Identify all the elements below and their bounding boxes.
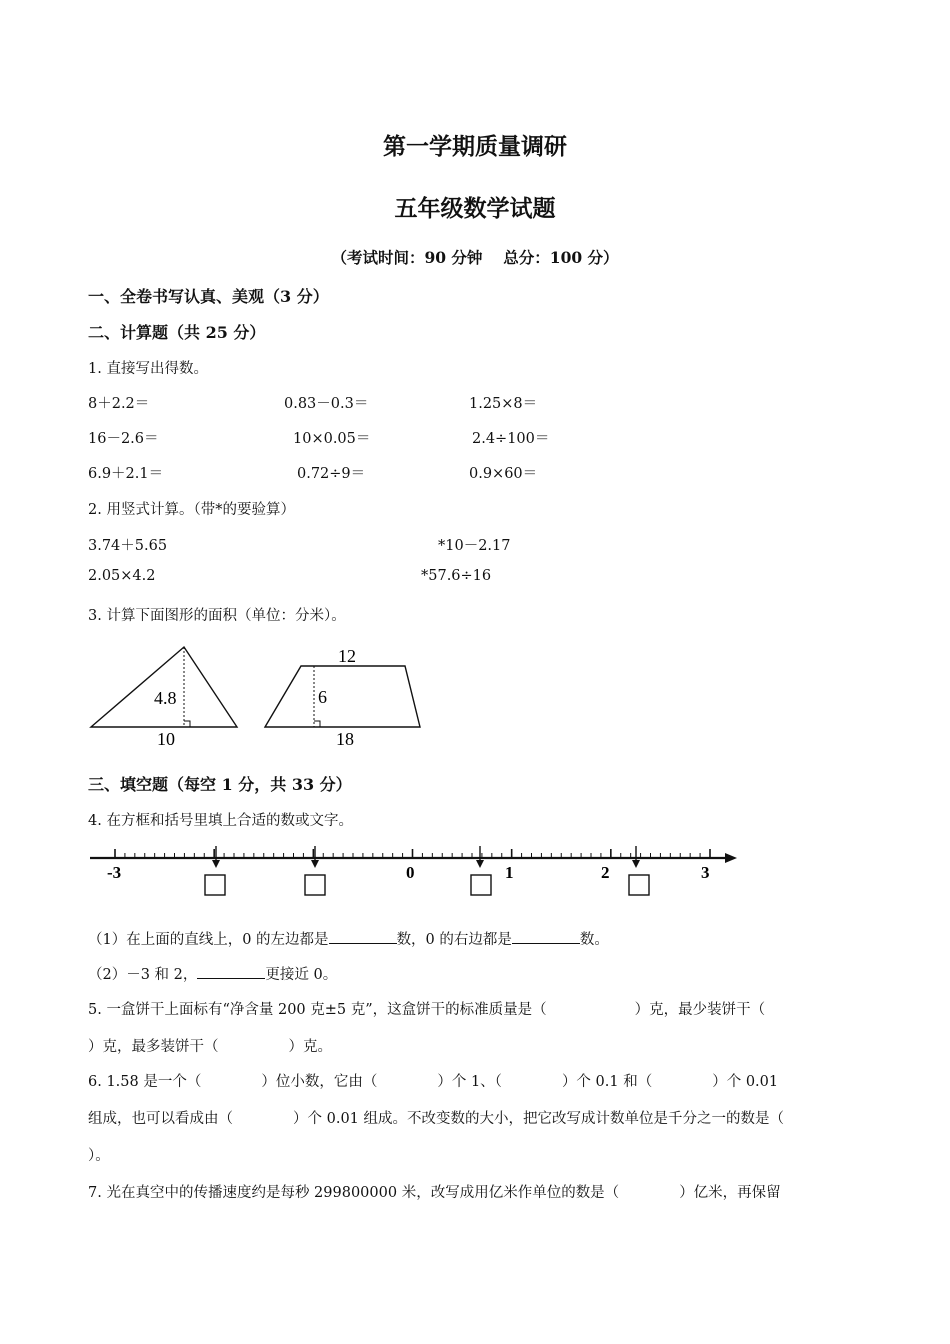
q4-sub1: （1）在上面的直线上，0 的左边都是 数，0 的右边都是 数。 xyxy=(88,928,609,949)
q3-prompt: 3. 计算下面图形的面积（单位：分米）。 xyxy=(88,608,346,624)
page-subtitle: 五年级数学试题 xyxy=(394,195,556,222)
q2-item: 3.74＋5.65 xyxy=(88,538,168,554)
trapezoid-bottom-label: 18 xyxy=(336,729,354,749)
number-line-label: 2 xyxy=(601,863,610,882)
trapezoid-top-label: 12 xyxy=(338,646,356,666)
q1-item: 0.83－0.3＝ xyxy=(284,396,369,412)
exam-info: （考试时间：90 分钟 总分：100 分） xyxy=(331,248,619,267)
number-line-label: 3 xyxy=(701,863,710,882)
triangle-base-label: 10 xyxy=(157,729,175,749)
section1-title: 一、全卷书写认真、美观（3 分） xyxy=(88,287,329,306)
blank-answer[interactable] xyxy=(512,929,580,944)
arrow-down-icon xyxy=(212,860,220,868)
number-line-label: -3 xyxy=(107,863,122,882)
arrow-down-icon xyxy=(311,860,319,868)
q5-line2: ）克，最多装饼干（ ）克。 xyxy=(88,1039,332,1055)
answer-box-2[interactable] xyxy=(305,846,325,895)
blank-answer[interactable] xyxy=(197,964,265,979)
arrow-down-icon xyxy=(476,860,484,868)
triangle-height-label: 4.8 xyxy=(154,688,177,708)
q1-item: 6.9＋2.1＝ xyxy=(88,466,164,482)
number-line-label: 1 xyxy=(505,863,514,882)
q1-item: 2.4÷100＝ xyxy=(472,431,550,447)
answer-box-1[interactable] xyxy=(205,846,225,895)
number-line xyxy=(85,838,745,902)
q1-item: 16－2.6＝ xyxy=(88,431,159,447)
q5-line1: 5. 一盒饼干上面标有“净含量 200 克±5 克”，这盒饼干的标准质量是（ ）克，最少装饼干（ xyxy=(88,1002,766,1018)
q7-line1: 7. 光在真空中的传播速度约是每秒 299800000 米，改写成用亿米作单位的数是（ ）亿米，再保留 xyxy=(88,1185,781,1201)
answer-box-4[interactable] xyxy=(629,846,649,895)
trapezoid-figure xyxy=(265,646,420,749)
q6-line2: 组成，也可以看成由（ ）个 0.01 组成。不改变数的大小，把它改写成计数单位是千分之一的数是（ xyxy=(88,1111,785,1127)
answer-box-3[interactable] xyxy=(471,846,491,895)
q2-item: *57.6÷16 xyxy=(421,568,492,584)
q1-item: 0.72÷9＝ xyxy=(297,466,366,482)
q2-item: 2.05×4.2 xyxy=(88,568,156,584)
q2-item: *10－2.17 xyxy=(438,538,511,554)
arrow-right-icon xyxy=(725,853,737,863)
q1-item: 8＋2.2＝ xyxy=(88,396,150,412)
q1-item: 1.25×8＝ xyxy=(469,396,538,412)
q1-item: 10×0.05＝ xyxy=(293,431,371,447)
number-line-ticks xyxy=(115,849,710,858)
q6-line1: 6. 1.58 是一个（ ）位小数，它由（ ）个 1、（ ）个 0.1 和（ ）个 0.01 xyxy=(88,1074,779,1090)
number-line-label: 0 xyxy=(406,863,415,882)
q6-line3: ）。 xyxy=(88,1148,110,1164)
triangle-figure xyxy=(91,647,237,749)
geometry-figures xyxy=(85,640,445,755)
q4-prompt: 4. 在方框和括号里填上合适的数或文字。 xyxy=(88,813,353,829)
blank-answer[interactable] xyxy=(329,929,397,944)
q4-sub2: （2）－3 和 2， 更接近 0。 xyxy=(88,963,337,984)
q1-item: 0.9×60＝ xyxy=(469,466,538,482)
section2-title: 二、计算题（共 25 分） xyxy=(88,323,266,342)
page-title: 第一学期质量调研 xyxy=(383,133,567,160)
arrow-down-icon xyxy=(632,860,640,868)
q1-prompt: 1. 直接写出得数。 xyxy=(88,361,208,377)
q2-prompt: 2. 用竖式计算。（带*的要验算） xyxy=(88,502,295,518)
section3-title: 三、填空题（每空 1 分，共 33 分） xyxy=(88,775,352,794)
trapezoid-height-label: 6 xyxy=(318,687,327,707)
